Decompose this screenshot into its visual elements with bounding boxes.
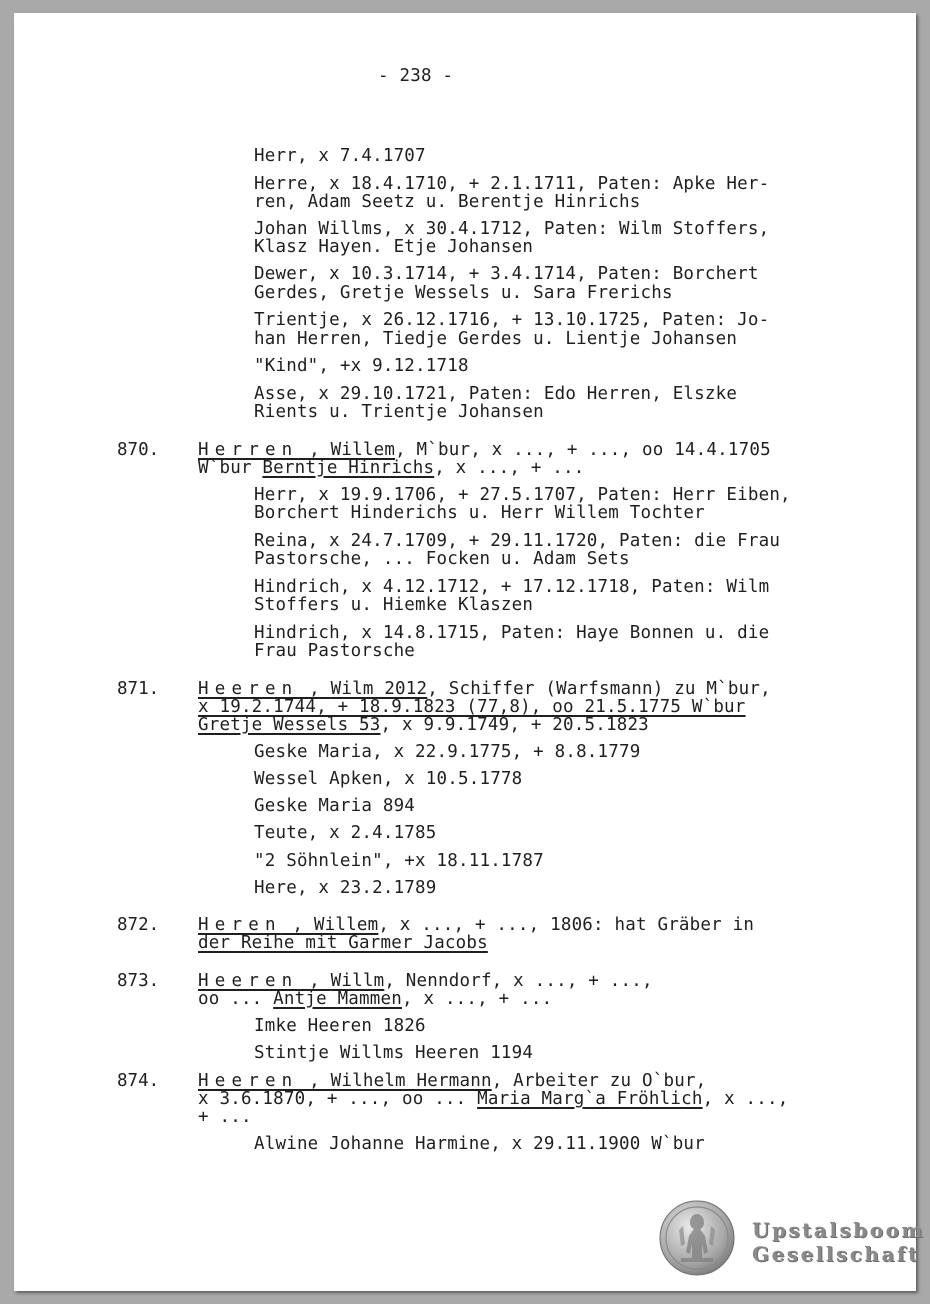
child-entry: Reina, x 24.7.1709, + 29.11.1720, Paten: die Frau [254, 531, 781, 551]
document-page [14, 13, 916, 1291]
child-entry: "2 Söhnlein", +x 18.11.1787 [254, 851, 544, 871]
surname: Heeren [198, 679, 299, 699]
surname: Herren [198, 440, 299, 460]
child-entry: Alwine Johanne Harmine, x 29.11.1900 W`bur [254, 1134, 705, 1154]
given-name: Willem [330, 440, 396, 460]
header-rest: , Schiffer (Warfsmann) zu M`bur, [427, 679, 771, 699]
header-rest: , Nenndorf, x ..., + ..., [384, 971, 653, 991]
surname: Heren [198, 915, 282, 935]
entry-header [198, 1072, 706, 1091]
seal-icon [659, 1200, 735, 1276]
child-entry: Pastorsche, ... Focken u. Adam Sets [254, 549, 630, 569]
child-entry: Geske Maria 894 [254, 796, 416, 816]
spouse-name: Gretje Wessels 53 [198, 715, 381, 735]
entry-header-line: der Reihe mit Garmer Jacobs [198, 933, 488, 953]
child-entry: Herr, x 19.9.1706, + 27.5.1707, Paten: Herr Eiben, [254, 485, 791, 505]
name-separator: , [298, 679, 331, 699]
child-entry: Borchert Hinderichs u. Herr Willem Tochter [254, 503, 705, 523]
given-name: Willm [330, 971, 385, 991]
given-name: Wilhelm Hermann [330, 1071, 492, 1091]
name-separator: , [298, 1071, 331, 1091]
child-entry: ren, Adam Seetz u. Berentje Hinrichs [254, 192, 641, 212]
header-text: , x ..., + ... [434, 458, 585, 478]
header-text: W`bur [198, 458, 263, 478]
child-entry: Johan Willms, x 30.4.1712, Paten: Wilm Stoffers, [254, 219, 770, 239]
given-name: Wilm 2012 [330, 679, 428, 699]
entry-header-line [198, 1090, 789, 1109]
header-text: , x ..., + ... [402, 989, 553, 1009]
child-entry: Geske Maria, x 22.9.1775, + 8.8.1779 [254, 742, 641, 762]
entry-header [198, 916, 754, 935]
child-entry: han Herren, Tiedje Gerdes u. Lientje Johansen [254, 329, 738, 349]
child-entry: Asse, x 29.10.1721, Paten: Edo Herren, Elszke [254, 384, 738, 404]
watermark-line-1: Upstalsboom [752, 1218, 926, 1242]
header-rest: , Arbeiter zu O`bur, [491, 1071, 707, 1091]
header-rest: , M`bur, x ..., + ..., oo 14.4.1705 [395, 440, 771, 460]
child-entry: Herr, x 7.4.1707 [254, 146, 426, 166]
header-rest: , x ..., + ..., 1806: hat Gräber in [378, 915, 755, 935]
child-entry: Dewer, x 10.3.1714, + 3.4.1714, Paten: Borchert [254, 264, 759, 284]
spouse-name: Maria Marg`a Fröhlich [477, 1089, 703, 1109]
entry-number: 872. [117, 915, 160, 935]
name-separator: , [281, 915, 314, 935]
spouse-name: Antje Mammen [273, 989, 402, 1009]
child-entry: Stoffers u. Hiemke Klaszen [254, 595, 534, 615]
entry-header-line: x 19.2.1744, + 18.9.1823 (77,8), oo 21.5.1775 W`bur [198, 697, 746, 717]
name-separator: , [298, 971, 331, 991]
child-entry: Hindrich, x 14.8.1715, Paten: Haye Bonnen u. die [254, 623, 770, 643]
child-entry: Herre, x 18.4.1710, + 2.1.1711, Paten: Apke Her- [254, 174, 770, 194]
watermark-line-2: Gesellschaft [752, 1242, 920, 1266]
child-entry: Wessel Apken, x 10.5.1778 [254, 769, 523, 789]
header-text: , x ..., [702, 1089, 789, 1109]
entry-header-line [198, 990, 552, 1009]
child-entry: Stintje Willms Heeren 1194 [254, 1043, 534, 1063]
entry-number: 871. [117, 679, 160, 699]
surname: Heeren [198, 971, 299, 991]
entry-header [198, 441, 771, 460]
child-entry: Imke Heeren 1826 [254, 1016, 426, 1036]
child-entry: Teute, x 2.4.1785 [254, 823, 437, 843]
header-text: , x 9.9.1749, + 20.5.1823 [380, 715, 649, 735]
entry-header-line [198, 716, 649, 735]
entry-header [198, 972, 653, 991]
child-entry: Frau Pastorsche [254, 641, 416, 661]
entry-number: 870. [117, 440, 160, 460]
given-name: Willem [313, 915, 379, 935]
child-entry: Klasz Hayen. Etje Johansen [254, 237, 534, 257]
header-text: oo ... [198, 989, 274, 1009]
entry-header-line: + ... [198, 1107, 252, 1127]
child-entry: "Kind", +x 9.12.1718 [254, 356, 469, 376]
entry-header-line [198, 459, 585, 478]
header-text: x 3.6.1870, + ..., oo ... [198, 1089, 478, 1109]
entry-header [198, 680, 771, 699]
spouse-name: Berntje Hinrichs [262, 458, 435, 478]
entry-number: 873. [117, 971, 160, 991]
child-entry: Gerdes, Gretje Wessels u. Sara Frerichs [254, 283, 673, 303]
child-entry: Trientje, x 26.12.1716, + 13.10.1725, Paten: Jo- [254, 310, 770, 330]
child-entry: Rients u. Trientje Johansen [254, 402, 544, 422]
child-entry: Here, x 23.2.1789 [254, 878, 437, 898]
entry-number: 874. [117, 1071, 160, 1091]
child-entry: Hindrich, x 4.12.1712, + 17.12.1718, Paten: Wilm [254, 577, 770, 597]
page-number: - 238 - [378, 66, 454, 86]
name-separator: , [298, 440, 331, 460]
surname: Heeren [198, 1071, 299, 1091]
